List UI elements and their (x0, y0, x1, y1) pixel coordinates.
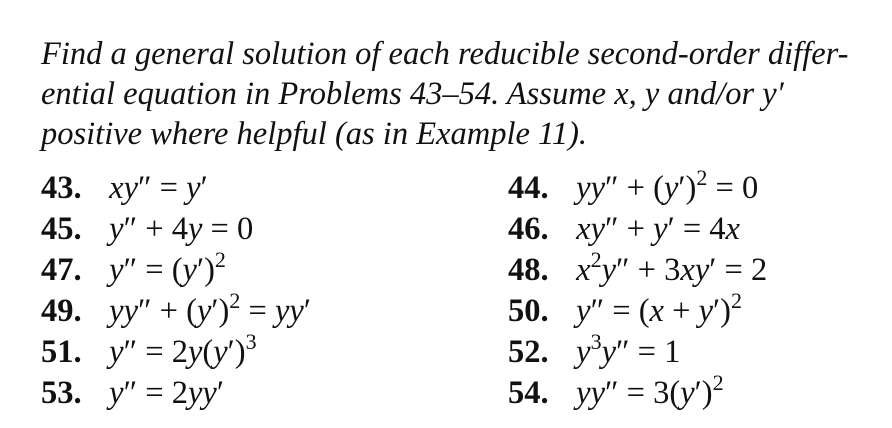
problem-number: 43. (41, 170, 82, 206)
instructions-line-2: ential equation in Problems 43–54. Assume x, y and/or y′ (41, 76, 784, 112)
problem-49 (41, 288, 311, 331)
problem-47 (41, 247, 226, 290)
problem-number: 46. (508, 211, 549, 247)
problem-equation: y″ + 4y = 0 (109, 211, 254, 247)
problem-48 (508, 247, 768, 290)
problem-number: 52. (508, 334, 549, 370)
problem-53 (41, 373, 224, 413)
instructions-line-3: positive where helpful (as in Example 11). (41, 116, 588, 152)
problem-equation: xy″ = y′ (109, 170, 208, 206)
problem-equation: $yy'' = 3(y')^2$ (576, 370, 724, 411)
problem-equation: $y'' = (x + y')^2$ (576, 288, 742, 329)
problem-51 (41, 329, 257, 372)
problem-equation: $y^3y'' = 1$ (576, 329, 681, 370)
problem-equation: $y'' = (y')^2$ (109, 247, 226, 288)
problem-number: 53. (41, 375, 82, 411)
problem-equation: $yy'' + (y')^2 = 0$ (576, 165, 759, 206)
problem-number: 48. (508, 252, 549, 288)
problem-45 (41, 209, 253, 249)
problem-equation: $y'' = 2y(y')^3$ (109, 329, 257, 370)
problem-44 (508, 165, 759, 208)
problem-equation: xy″ + y′ = 4x (576, 211, 740, 247)
problem-equation: $yy'' + (y')^2 = yy'$ (109, 288, 311, 329)
problem-52 (508, 329, 681, 372)
problem-number: 50. (508, 293, 549, 329)
problem-instructions (41, 34, 861, 154)
problem-number: 47. (41, 252, 82, 288)
problem-number: 54. (508, 375, 549, 411)
instructions-line-1: Find a general solution of each reducible second-order differ- (41, 36, 849, 72)
problem-number: 45. (41, 211, 82, 247)
problem-equation: $x^2y'' + 3xy' = 2$ (576, 247, 768, 288)
problem-54 (508, 370, 724, 413)
problem-number: 51. (41, 334, 82, 370)
problem-number: 49. (41, 293, 82, 329)
problem-46 (508, 209, 740, 249)
problem-number: 44. (508, 170, 549, 206)
problem-equation: y″ = 2yy′ (109, 375, 224, 411)
problem-43 (41, 168, 208, 208)
problem-50 (508, 288, 742, 331)
